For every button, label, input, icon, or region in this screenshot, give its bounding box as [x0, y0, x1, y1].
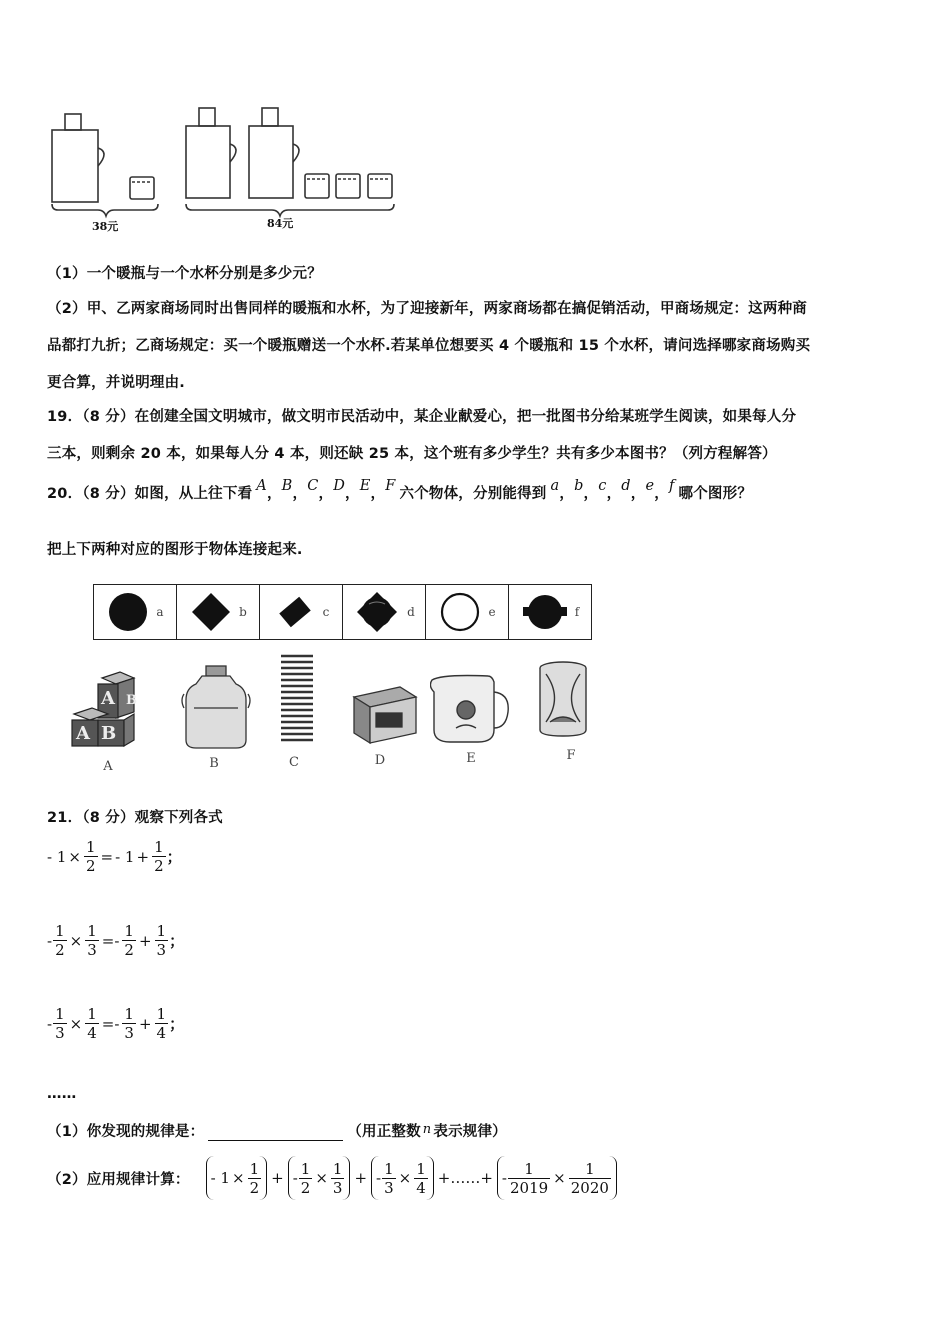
hollow-circle-icon: [438, 590, 482, 634]
minus-sign: -: [292, 1169, 298, 1187]
fraction: $\frac{1}{3}$: [156, 922, 167, 959]
q18-part2-line3: 更合算，并说明理由.: [47, 375, 186, 391]
view-label: b: [239, 605, 247, 619]
block-letter: A: [76, 723, 90, 744]
q21-part1-mid: （用正整数: [347, 1124, 421, 1140]
q20-sep: ，: [606, 486, 622, 502]
semicolon: ；: [169, 932, 185, 950]
object-label: B: [209, 756, 219, 771]
view-cell-b: [177, 585, 260, 639]
box-object: [350, 683, 420, 745]
times-sign: ×: [68, 847, 81, 866]
equals-sign: =-: [101, 1014, 120, 1033]
q20-object-F: F: [385, 477, 396, 494]
object-label: C: [289, 755, 299, 770]
q20-view-a: a: [550, 477, 560, 494]
fraction: $\frac{1}{2}$: [85, 838, 96, 875]
spring-object: [278, 652, 316, 748]
letter-blocks-object: [68, 668, 148, 748]
q21-part1-prefix: （1）你发现的规律是：: [47, 1124, 205, 1140]
q20-sep: ，: [318, 486, 334, 502]
minus-sign: -: [47, 931, 53, 950]
fraction: $\frac{1}{2020}$: [570, 1159, 609, 1197]
view-cell-c: [260, 585, 343, 639]
view-cell-d: [343, 585, 426, 639]
view-cell-f: [509, 585, 591, 639]
block-letter: B: [126, 693, 137, 708]
q19-line1: 19．（8 分）在创建全国文明城市，做文明市民活动中，某企业献爱心，把一批图书分给某班学生阅读，如果每人分: [47, 409, 797, 425]
paren-term-3: [371, 1156, 434, 1200]
view-label: d: [407, 605, 415, 619]
q20-object-D: D: [333, 477, 346, 494]
integer: - 1: [115, 847, 135, 866]
q19-line2: 三本，则剩余 20 本，如果每人分 4 本，则还缺 25 本，这个班有多少学生？共有多少本图书？（列方程解答）: [47, 446, 777, 462]
times-sign: ×: [69, 931, 83, 950]
jug-object: [430, 668, 514, 746]
block-letter: A: [101, 688, 115, 709]
q21-equation-1: [47, 838, 182, 875]
fraction: $\frac{1}{2}$: [55, 922, 65, 959]
q21-equation-3: [47, 1005, 184, 1042]
filled-rotated-rectangle-icon: [273, 590, 317, 634]
price-label-right: 84元: [267, 217, 294, 230]
minus-sign: -: [47, 1014, 53, 1033]
q20-sep: ，: [559, 486, 575, 502]
times-sign: ×: [553, 1169, 566, 1187]
q20-sep: ，: [292, 486, 308, 502]
object-label: D: [374, 753, 386, 768]
semicolon: ；: [169, 1015, 185, 1033]
q18-part2-line1: （2）甲、乙两家商场同时出售同样的暖瓶和水杯，为了迎接新年，两家商场都在搞促销活动，甲商场规定：这两种商: [47, 301, 807, 317]
view-label: a: [156, 605, 164, 619]
q20-sep: ，: [654, 486, 669, 502]
q20-suffix: 哪个图形？: [678, 486, 753, 502]
fraction: $\frac{1}{3}$: [55, 1005, 65, 1042]
q21-ellipsis: ……: [47, 1086, 77, 1102]
fraction: $\frac{1}{3}$: [332, 1159, 343, 1197]
filled-diamond-icon: [189, 590, 233, 634]
view-label: f: [574, 605, 580, 619]
paren-term-2: [288, 1156, 351, 1200]
q20-line2: 把上下两种对应的图形于物体连接起来.: [47, 542, 303, 558]
q20-view-f: f: [668, 477, 675, 494]
semicolon: ；: [166, 848, 182, 866]
hourglass-object: [536, 660, 590, 738]
q20-middle: 六个物体，分别能得到: [399, 486, 547, 502]
fraction: $\frac{1}{2}$: [124, 922, 134, 959]
times-sign: ×: [69, 1014, 83, 1033]
top-view-table: [93, 584, 592, 640]
fraction: $\frac{1}{3}$: [384, 1159, 394, 1197]
fraction: $\frac{1}{4}$: [416, 1159, 426, 1197]
q21-part1-suffix: 表示规律）: [433, 1124, 507, 1140]
q21-part2: [47, 1156, 619, 1200]
bottle-object: [180, 664, 252, 750]
times-sign: ×: [315, 1169, 328, 1187]
q21-title: 21．（8 分）观察下列各式: [47, 810, 223, 826]
q21-part2-prefix: （2）应用规律计算：: [47, 1171, 190, 1188]
thermos-cup-figure: [40, 100, 410, 235]
plus-sign: +: [271, 1169, 284, 1187]
object-label: F: [566, 748, 576, 763]
integer: - 1: [47, 847, 67, 866]
q20-sep: ，: [370, 486, 386, 502]
block-letter: B: [101, 723, 117, 744]
view-label: c: [322, 605, 330, 619]
plus-sign: +: [354, 1169, 368, 1187]
object-label: A: [103, 759, 113, 774]
price-label-left: 38元: [92, 220, 119, 233]
q20-object-A: A: [256, 477, 267, 494]
equals-sign: =: [100, 847, 114, 866]
minus-sign: -: [376, 1169, 382, 1187]
integer: - 1: [210, 1169, 230, 1187]
q20-sep: ，: [345, 486, 360, 502]
variable-n: n: [422, 1122, 432, 1137]
paren-term-4: [497, 1156, 617, 1200]
q20-line1: [47, 477, 753, 503]
q20-sep: ，: [630, 486, 646, 502]
fraction: $\frac{1}{4}$: [87, 1005, 97, 1042]
fraction: $\frac{1}{4}$: [156, 1005, 167, 1042]
times-sign: ×: [398, 1169, 412, 1187]
view-label: e: [488, 605, 496, 619]
q21-part1: [47, 1120, 507, 1141]
plus-sign: +: [138, 1014, 152, 1033]
filled-circle-with-corners-icon: [353, 590, 401, 634]
fraction: $\frac{1}{2}$: [300, 1159, 311, 1197]
view-cell-a: [94, 585, 177, 639]
plus-sign: +: [138, 931, 152, 950]
q20-view-c: c: [598, 477, 607, 494]
calc-expression: [204, 1156, 619, 1200]
view-cell-e: [426, 585, 509, 639]
q20-sep: ，: [583, 486, 599, 502]
circle-with-tabs-icon: [521, 590, 569, 634]
q21-equation-2: [47, 922, 184, 959]
answer-blank[interactable]: [208, 1126, 343, 1141]
q18-part1: （1）一个暖瓶与一个水杯分别是多少元？: [47, 266, 322, 282]
fraction: $\frac{1}{2019}$: [509, 1159, 549, 1197]
q20-view-e: e: [645, 477, 655, 494]
q18-part2-line2: 品都打九折；乙商场规定：买一个暖瓶赠送一个水杯.若某单位想要买 4 个暖瓶和 15 个水杯，请问选择哪家商场购买: [47, 338, 811, 354]
q20-sep: ，: [266, 486, 282, 502]
fraction: $\frac{1}{3}$: [124, 1005, 134, 1042]
q20-object-C: C: [307, 477, 319, 494]
fraction: $\frac{1}{2}$: [154, 838, 164, 875]
times-sign: ×: [231, 1169, 245, 1187]
object-label: E: [466, 751, 476, 766]
minus-sign: -: [501, 1169, 507, 1187]
fraction: $\frac{1}{3}$: [87, 922, 97, 959]
ellipsis-sum: +……+: [437, 1169, 493, 1187]
q20-object-E: E: [359, 477, 371, 494]
q20-view-b: b: [574, 477, 584, 494]
q20-prefix: 20．（8 分）如图，从上往下看: [47, 486, 253, 502]
plus-sign: +: [136, 847, 150, 866]
equals-sign: =-: [101, 931, 120, 950]
q20-view-d: d: [621, 477, 631, 494]
paren-term-1: [206, 1156, 268, 1200]
fraction: $\frac{1}{2}$: [249, 1159, 260, 1197]
filled-circle-icon: [106, 590, 150, 634]
q20-object-B: B: [281, 477, 293, 494]
